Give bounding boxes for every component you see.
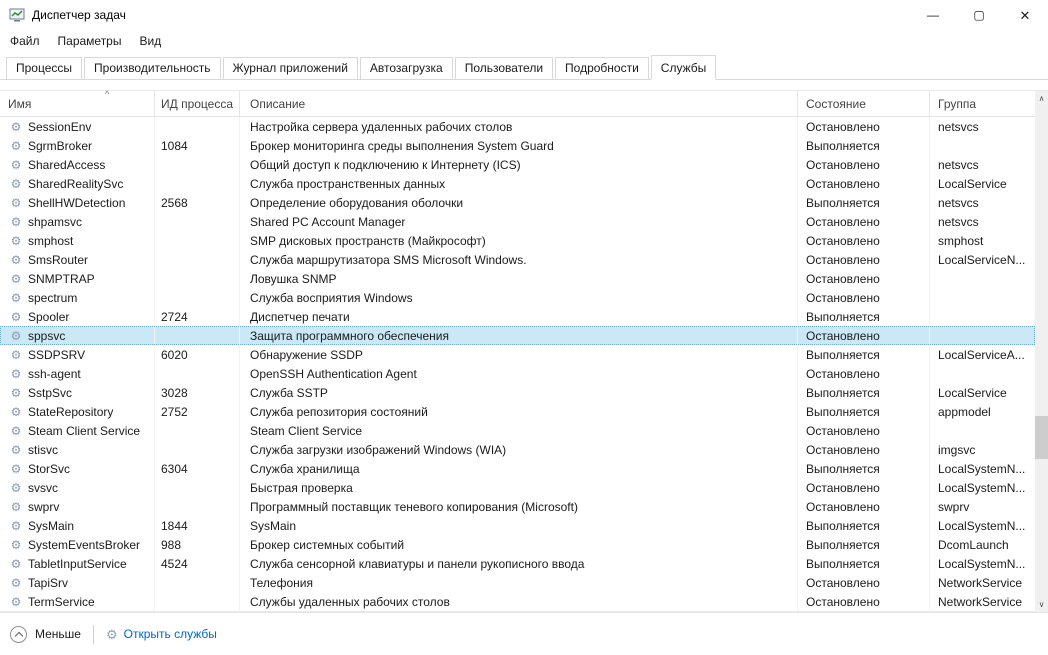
service-group: smphost bbox=[938, 233, 984, 248]
service-group bbox=[930, 269, 1035, 288]
service-group bbox=[930, 326, 1035, 345]
service-pid bbox=[155, 440, 240, 459]
column-header-pid[interactable]: ИД процесса bbox=[155, 91, 240, 117]
close-icon: ✕ bbox=[1019, 7, 1031, 23]
table-row[interactable] bbox=[0, 136, 1035, 155]
table-row[interactable] bbox=[0, 326, 1035, 345]
service-description: Служба репозитория состояний bbox=[240, 402, 798, 421]
service-name-cell bbox=[0, 345, 155, 364]
service-name: SSDPSRV bbox=[28, 347, 86, 362]
service-group: LocalSystemN... bbox=[938, 556, 1026, 571]
service-name-cell bbox=[0, 193, 155, 212]
service-status: Остановлено bbox=[798, 421, 930, 440]
service-description: Брокер мониторинга среды выполнения System Guard bbox=[240, 136, 798, 155]
column-header-group[interactable]: Группа bbox=[938, 96, 977, 111]
service-description: Определение оборудования оболочки bbox=[240, 193, 798, 212]
service-name-cell bbox=[0, 440, 155, 459]
service-pid bbox=[155, 212, 240, 231]
service-name-cell bbox=[0, 117, 155, 136]
title-bar bbox=[0, 0, 1048, 30]
service-status: Остановлено bbox=[798, 440, 930, 459]
service-group: netsvcs bbox=[938, 195, 979, 210]
service-pid: 988 bbox=[155, 535, 240, 554]
service-status: Остановлено bbox=[798, 478, 930, 497]
service-gear-icon: ⚙ bbox=[10, 328, 22, 343]
tab-app-history[interactable]: Журнал приложений bbox=[223, 57, 358, 80]
service-status: Остановлено bbox=[798, 592, 930, 611]
table-row[interactable] bbox=[0, 516, 1035, 535]
menu-options[interactable]: Параметры bbox=[57, 34, 122, 48]
service-description: Служба восприятия Windows bbox=[240, 288, 798, 307]
service-gear-icon: ⚙ bbox=[10, 461, 22, 476]
service-gear-icon: ⚙ bbox=[10, 442, 22, 457]
service-pid bbox=[155, 421, 240, 440]
service-name: SNMPTRAP bbox=[28, 271, 95, 286]
service-pid bbox=[155, 174, 240, 193]
service-group: LocalSystemN... bbox=[938, 461, 1026, 476]
table-row[interactable] bbox=[0, 592, 1035, 611]
service-name-cell bbox=[0, 231, 155, 250]
services-table-body bbox=[0, 117, 1035, 611]
service-name-cell bbox=[0, 155, 155, 174]
sort-ascending-icon: ^ bbox=[105, 88, 110, 99]
vertical-scrollbar[interactable] bbox=[1035, 91, 1048, 612]
service-name: SgrmBroker bbox=[28, 138, 93, 153]
service-description: Брокер системных событий bbox=[240, 535, 798, 554]
service-description: SMP дисковых пространств (Майкрософт) bbox=[240, 231, 798, 250]
table-row[interactable] bbox=[0, 193, 1035, 212]
service-gear-icon: ⚙ bbox=[10, 537, 22, 552]
table-row[interactable] bbox=[0, 231, 1035, 250]
service-status: Выполняется bbox=[798, 402, 930, 421]
service-name-cell bbox=[0, 516, 155, 535]
service-group: LocalSystemN... bbox=[938, 518, 1026, 533]
service-pid: 3028 bbox=[155, 383, 240, 402]
service-name: svsvc bbox=[28, 480, 58, 495]
tab-performance[interactable]: Производительность bbox=[84, 57, 220, 80]
service-group bbox=[930, 136, 1035, 155]
service-description: SysMain bbox=[240, 516, 798, 535]
service-name: SmsRouter bbox=[28, 252, 89, 267]
service-name-cell bbox=[0, 269, 155, 288]
service-status: Остановлено bbox=[798, 269, 930, 288]
table-row[interactable] bbox=[0, 573, 1035, 592]
service-name: Spooler bbox=[28, 309, 70, 324]
service-status: Остановлено bbox=[798, 231, 930, 250]
table-row[interactable] bbox=[0, 345, 1035, 364]
service-gear-icon: ⚙ bbox=[10, 290, 22, 305]
service-group: imgsvc bbox=[938, 442, 976, 457]
service-pid bbox=[155, 117, 240, 136]
service-pid: 4524 bbox=[155, 554, 240, 573]
close-button[interactable] bbox=[1002, 0, 1048, 30]
table-row[interactable] bbox=[0, 155, 1035, 174]
service-status: Остановлено bbox=[798, 288, 930, 307]
service-group bbox=[930, 288, 1035, 307]
gear-icon: ⚙ bbox=[105, 626, 118, 642]
service-gear-icon: ⚙ bbox=[10, 309, 22, 324]
service-status: Остановлено bbox=[798, 174, 930, 193]
menu-view[interactable]: Вид bbox=[139, 34, 162, 48]
service-gear-icon: ⚙ bbox=[10, 366, 22, 381]
service-status: Выполняется bbox=[798, 516, 930, 535]
service-status: Выполняется bbox=[798, 136, 930, 155]
service-gear-icon: ⚙ bbox=[10, 176, 22, 191]
service-name-cell bbox=[0, 573, 155, 592]
tab-processes[interactable]: Процессы bbox=[6, 57, 82, 80]
service-group: netsvcs bbox=[938, 157, 979, 172]
service-name: SharedRealitySvc bbox=[28, 176, 124, 191]
service-name-cell bbox=[0, 326, 155, 345]
service-name: ssh-agent bbox=[28, 366, 81, 381]
service-name-cell bbox=[0, 174, 155, 193]
minimize-icon: — bbox=[927, 8, 939, 22]
service-status: Остановлено bbox=[798, 117, 930, 136]
service-pid bbox=[155, 231, 240, 250]
column-header-status[interactable]: Состояние bbox=[798, 91, 930, 117]
service-name-cell bbox=[0, 421, 155, 440]
table-row[interactable] bbox=[0, 250, 1035, 269]
service-status: Остановлено bbox=[798, 250, 930, 269]
service-description: Служба SSTP bbox=[240, 383, 798, 402]
chevron-up-circle-icon bbox=[10, 626, 27, 643]
service-description: Общий доступ к подключению к Интернету (ICS) bbox=[240, 155, 798, 174]
service-status: Остановлено bbox=[798, 497, 930, 516]
service-pid: 2724 bbox=[155, 307, 240, 326]
scroll-down-icon[interactable]: ∨ bbox=[1038, 600, 1045, 609]
service-group: netsvcs bbox=[938, 119, 979, 134]
service-gear-icon: ⚙ bbox=[10, 195, 22, 210]
table-row[interactable] bbox=[0, 383, 1035, 402]
service-name: spectrum bbox=[28, 290, 78, 305]
service-gear-icon: ⚙ bbox=[10, 252, 22, 267]
service-status: Остановлено bbox=[798, 326, 930, 345]
service-pid bbox=[155, 364, 240, 383]
service-description: Телефония bbox=[240, 573, 798, 592]
service-name: ShellHWDetection bbox=[28, 195, 126, 210]
service-name: StorSvc bbox=[28, 461, 71, 476]
service-pid bbox=[155, 573, 240, 592]
service-name-cell bbox=[0, 288, 155, 307]
tab-services[interactable]: Службы bbox=[651, 55, 716, 80]
service-name-cell bbox=[0, 497, 155, 516]
service-name: sppsvc bbox=[28, 328, 66, 343]
table-row[interactable] bbox=[0, 535, 1035, 554]
service-description: Служба хранилища bbox=[240, 459, 798, 478]
service-status: Остановлено bbox=[798, 155, 930, 174]
table-row[interactable] bbox=[0, 364, 1035, 383]
service-pid: 2752 bbox=[155, 402, 240, 421]
service-name-cell bbox=[0, 402, 155, 421]
tab-details[interactable]: Подробности bbox=[555, 57, 649, 80]
table-row[interactable] bbox=[0, 212, 1035, 231]
service-group: LocalService bbox=[938, 385, 1007, 400]
service-name: StateRepository bbox=[28, 404, 114, 419]
service-name: SessionEnv bbox=[28, 119, 92, 134]
maximize-icon: ▢ bbox=[973, 8, 985, 22]
service-description: OpenSSH Authentication Agent bbox=[240, 364, 798, 383]
service-status: Выполняется bbox=[798, 459, 930, 478]
service-status: Остановлено bbox=[798, 573, 930, 592]
service-group: LocalServiceN... bbox=[938, 252, 1026, 267]
service-description: Служба пространственных данных bbox=[240, 174, 798, 193]
table-row[interactable] bbox=[0, 307, 1035, 326]
service-pid: 1084 bbox=[155, 136, 240, 155]
service-name: TermService bbox=[28, 594, 95, 609]
table-row[interactable] bbox=[0, 402, 1035, 421]
maximize-button[interactable] bbox=[956, 0, 1002, 30]
service-group bbox=[930, 307, 1035, 326]
service-name: SystemEventsBroker bbox=[28, 537, 141, 552]
service-name-cell bbox=[0, 535, 155, 554]
table-row[interactable] bbox=[0, 117, 1035, 136]
service-name: smphost bbox=[28, 233, 74, 248]
service-pid bbox=[155, 326, 240, 345]
service-status: Выполняется bbox=[798, 554, 930, 573]
service-description: Диспетчер печати bbox=[240, 307, 798, 326]
service-status: Остановлено bbox=[798, 212, 930, 231]
table-row[interactable] bbox=[0, 459, 1035, 478]
service-group bbox=[930, 364, 1035, 383]
service-name: SstpSvc bbox=[28, 385, 73, 400]
tab-users[interactable]: Пользователи bbox=[455, 57, 553, 80]
service-pid bbox=[155, 497, 240, 516]
service-name: Steam Client Service bbox=[28, 423, 141, 438]
service-pid bbox=[155, 592, 240, 611]
service-status: Выполняется bbox=[798, 383, 930, 402]
service-gear-icon: ⚙ bbox=[10, 138, 22, 153]
tab-bar bbox=[0, 52, 1048, 80]
service-name-cell bbox=[0, 592, 155, 611]
service-name-cell bbox=[0, 307, 155, 326]
service-name: TapiSrv bbox=[28, 575, 69, 590]
service-name: SharedAccess bbox=[28, 157, 106, 172]
service-name-cell bbox=[0, 364, 155, 383]
service-group: LocalService bbox=[938, 176, 1007, 191]
service-status: Выполняется bbox=[798, 307, 930, 326]
service-group: swprv bbox=[938, 499, 970, 514]
column-header-name[interactable]: Имя ^ bbox=[0, 91, 155, 117]
service-name-cell bbox=[0, 250, 155, 269]
service-description: Shared PC Account Manager bbox=[240, 212, 798, 231]
service-description: Служба загрузки изображений Windows (WIA) bbox=[240, 440, 798, 459]
footer-divider bbox=[93, 625, 94, 644]
service-gear-icon: ⚙ bbox=[10, 119, 22, 134]
service-gear-icon: ⚙ bbox=[10, 404, 22, 419]
services-table bbox=[0, 90, 1048, 612]
service-gear-icon: ⚙ bbox=[10, 385, 22, 400]
service-name: TabletInputService bbox=[28, 556, 127, 571]
service-pid bbox=[155, 250, 240, 269]
service-group: NetworkService bbox=[938, 594, 1023, 609]
service-pid bbox=[155, 155, 240, 174]
table-row[interactable] bbox=[0, 269, 1035, 288]
scrollbar-thumb[interactable] bbox=[1035, 416, 1048, 459]
column-header-description[interactable]: Описание bbox=[240, 91, 798, 117]
service-gear-icon: ⚙ bbox=[10, 157, 22, 172]
service-pid: 6304 bbox=[155, 459, 240, 478]
scroll-up-icon[interactable]: ∧ bbox=[1038, 94, 1045, 103]
service-description: Быстрая проверка bbox=[240, 478, 798, 497]
service-description: Настройка сервера удаленных рабочих столов bbox=[240, 117, 798, 136]
table-row[interactable] bbox=[0, 440, 1035, 459]
service-name-cell bbox=[0, 212, 155, 231]
fewer-details-label: Меньше bbox=[35, 627, 81, 641]
service-pid bbox=[155, 478, 240, 497]
service-gear-icon: ⚙ bbox=[10, 347, 22, 362]
service-gear-icon: ⚙ bbox=[10, 233, 22, 248]
service-description: Steam Client Service bbox=[240, 421, 798, 440]
service-name-cell bbox=[0, 554, 155, 573]
service-group: LocalSystemN... bbox=[938, 480, 1026, 495]
table-row[interactable] bbox=[0, 174, 1035, 193]
table-row[interactable] bbox=[0, 478, 1035, 497]
service-name: SysMain bbox=[28, 518, 75, 533]
window-title: Диспетчер задач bbox=[32, 8, 126, 22]
service-status: Выполняется bbox=[798, 345, 930, 364]
service-description: Служба маршрутизатора SMS Microsoft Windows. bbox=[240, 250, 798, 269]
footer-bar bbox=[0, 612, 1048, 655]
open-services-link[interactable] bbox=[106, 627, 217, 641]
service-description: Обнаружение SSDP bbox=[240, 345, 798, 364]
service-status: Выполняется bbox=[798, 535, 930, 554]
service-gear-icon: ⚙ bbox=[10, 499, 22, 514]
service-name: stisvc bbox=[28, 442, 58, 457]
service-gear-icon: ⚙ bbox=[10, 594, 22, 609]
task-manager-app-icon bbox=[9, 7, 25, 23]
service-pid: 6020 bbox=[155, 345, 240, 364]
tab-startup[interactable]: Автозагрузка bbox=[360, 57, 453, 80]
menu-bar bbox=[0, 30, 1048, 52]
service-gear-icon: ⚙ bbox=[10, 556, 22, 571]
table-row[interactable] bbox=[0, 288, 1035, 307]
service-name-cell bbox=[0, 136, 155, 155]
service-group bbox=[930, 421, 1035, 440]
service-name-cell bbox=[0, 459, 155, 478]
service-pid bbox=[155, 288, 240, 307]
service-name: swprv bbox=[28, 499, 60, 514]
table-row[interactable] bbox=[0, 421, 1035, 440]
table-header bbox=[0, 88, 1048, 117]
service-gear-icon: ⚙ bbox=[10, 575, 22, 590]
menu-file[interactable]: Файл bbox=[10, 34, 40, 48]
service-pid: 2568 bbox=[155, 193, 240, 212]
service-group: NetworkService bbox=[938, 575, 1023, 590]
service-pid bbox=[155, 269, 240, 288]
table-row[interactable] bbox=[0, 554, 1035, 573]
table-row[interactable] bbox=[0, 497, 1035, 516]
service-group: netsvcs bbox=[938, 214, 979, 229]
service-name-cell bbox=[0, 383, 155, 402]
service-description: Служба сенсорной клавиатуры и панели рукописного ввода bbox=[240, 554, 798, 573]
open-services-label: Открыть службы bbox=[123, 627, 217, 641]
fewer-details-button[interactable] bbox=[10, 626, 81, 643]
minimize-button[interactable] bbox=[910, 0, 956, 30]
service-gear-icon: ⚙ bbox=[10, 518, 22, 533]
service-gear-icon: ⚙ bbox=[10, 480, 22, 495]
service-name-cell bbox=[0, 478, 155, 497]
service-group: appmodel bbox=[938, 404, 991, 419]
service-gear-icon: ⚙ bbox=[10, 271, 22, 286]
service-status: Остановлено bbox=[798, 364, 930, 383]
service-description: Защита программного обеспечения bbox=[240, 326, 798, 345]
service-status: Выполняется bbox=[798, 193, 930, 212]
service-description: Ловушка SNMP bbox=[240, 269, 798, 288]
service-gear-icon: ⚙ bbox=[10, 214, 22, 229]
service-pid: 1844 bbox=[155, 516, 240, 535]
service-description: Службы удаленных рабочих столов bbox=[240, 592, 798, 611]
service-name: shpamsvc bbox=[28, 214, 83, 229]
service-group: LocalServiceA... bbox=[938, 347, 1025, 362]
service-gear-icon: ⚙ bbox=[10, 423, 22, 438]
service-description: Программный поставщик теневого копирования (Microsoft) bbox=[240, 497, 798, 516]
service-group: DcomLaunch bbox=[938, 537, 1009, 552]
